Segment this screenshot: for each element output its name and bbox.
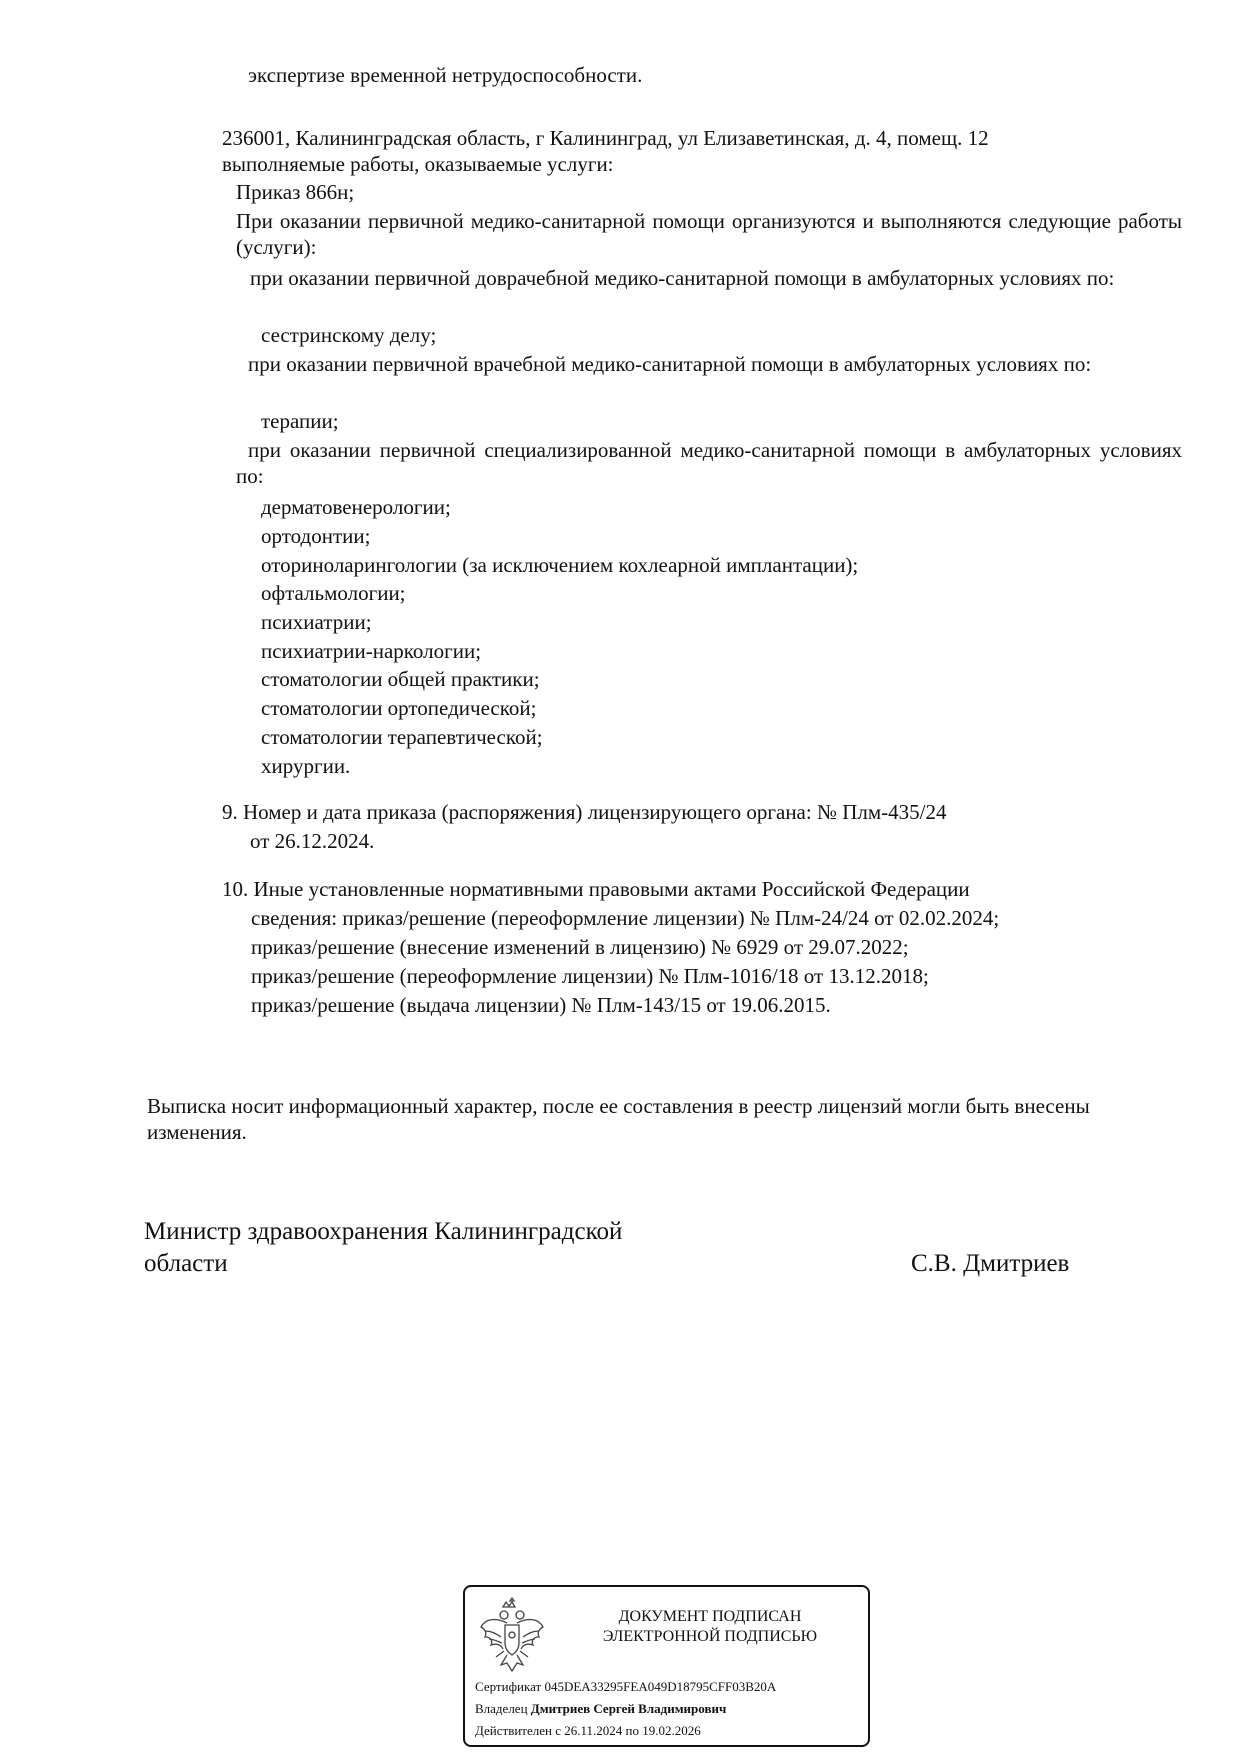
signatory-position: Министр здравоохранения Калининградской	[144, 1218, 623, 1245]
signatory-name: С.В. Дмитриев	[911, 1250, 1070, 1277]
section-10-line: приказ/решение (переоформление лицензии) № Плм-1016/18 от 13.12.2018;	[251, 964, 929, 988]
validity-line: Действителен с 26.11.2024 по 19.02.2026	[475, 1723, 701, 1738]
list-item: стоматологии ортопедической;	[261, 696, 537, 720]
section-9-line: 9. Номер и дата приказа (распоряжения) лицензирующего органа: № Плм-435/24	[222, 800, 947, 824]
owner-label: Владелец	[475, 1701, 528, 1716]
physician-paragraph: при оказании первичной врачебной медико-санитарной помощи в амбулаторных условиях по:	[248, 352, 1092, 376]
certificate-line	[475, 1678, 776, 1696]
list-item: ортодонтии;	[261, 524, 371, 548]
list-item: офтальмологии;	[261, 581, 406, 605]
order-ref: Приказ 866н;	[236, 180, 355, 204]
section-10-line: сведения: приказ/решение (переоформление лицензии) № Плм-24/24 от 02.02.2024;	[251, 906, 1000, 930]
works-label: выполняемые работы, оказываемые услуги:	[222, 152, 614, 176]
list-item: стоматологии общей практики;	[261, 667, 540, 691]
e-signature-stamp	[463, 1585, 870, 1747]
address: 236001, Калининградская область, г Калининград, ул Елизаветинская, д. 4, помещ. 12	[222, 126, 989, 150]
intro-paragraph: При оказании первичной медико-санитарной помощи организуются и выполняются следующие работы (услуги):	[236, 209, 1182, 259]
list-item: сестринскому делу;	[261, 323, 437, 347]
stamp-title: ЭЛЕКТРОННОЙ ПОДПИСЬЮ	[602, 1628, 818, 1645]
owner-value: Дмитриев Сергей Владимирович	[530, 1701, 727, 1716]
list-item: оториноларингологии (за исключением кохлеарной имплантации);	[261, 553, 859, 577]
list-item: психиатрии-наркологии;	[261, 639, 482, 663]
stamp-title: ДОКУМЕНТ ПОДПИСАН	[618, 1608, 802, 1625]
list-item: психиатрии;	[261, 610, 372, 634]
owner-line	[475, 1700, 726, 1718]
section-10-line: приказ/решение (внесение изменений в лицензию) № 6929 от 29.07.2022;	[251, 935, 909, 959]
prehospital-paragraph: при оказании первичной доврачебной медико-санитарной помощи в амбулаторных условиях по:	[250, 266, 1115, 290]
russian-coat-of-arms-icon	[477, 1597, 547, 1675]
signatory-position: области	[144, 1250, 228, 1277]
list-item: дерматовенерологии;	[261, 495, 451, 519]
list-item: хирургии.	[261, 754, 351, 778]
list-item: терапии;	[261, 409, 339, 433]
certificate-value: 045DEA33295FEA049D18795CFF03B20A	[544, 1679, 777, 1694]
list-item: стоматологии терапевтической;	[261, 725, 543, 749]
certificate-label: Сертификат	[475, 1679, 542, 1694]
section-10-line: приказ/решение (выдача лицензии) № Плм-143/15 от 19.06.2015.	[251, 993, 831, 1017]
section-9-line: от 26.12.2024.	[250, 829, 375, 853]
text-line: экспертизе временной нетрудоспособности.	[248, 63, 643, 87]
specialized-paragraph: при оказании первичной специализированной медико-санитарной помощи в амбулаторных условиях по:	[236, 438, 1182, 488]
section-10-line: 10. Иные установленные нормативными правовыми актами Российской Федерации	[222, 877, 970, 901]
disclaimer: Выписка носит информационный характер, после ее составления в реестр лицензий могли быть внесены изменения.	[147, 1094, 1090, 1144]
